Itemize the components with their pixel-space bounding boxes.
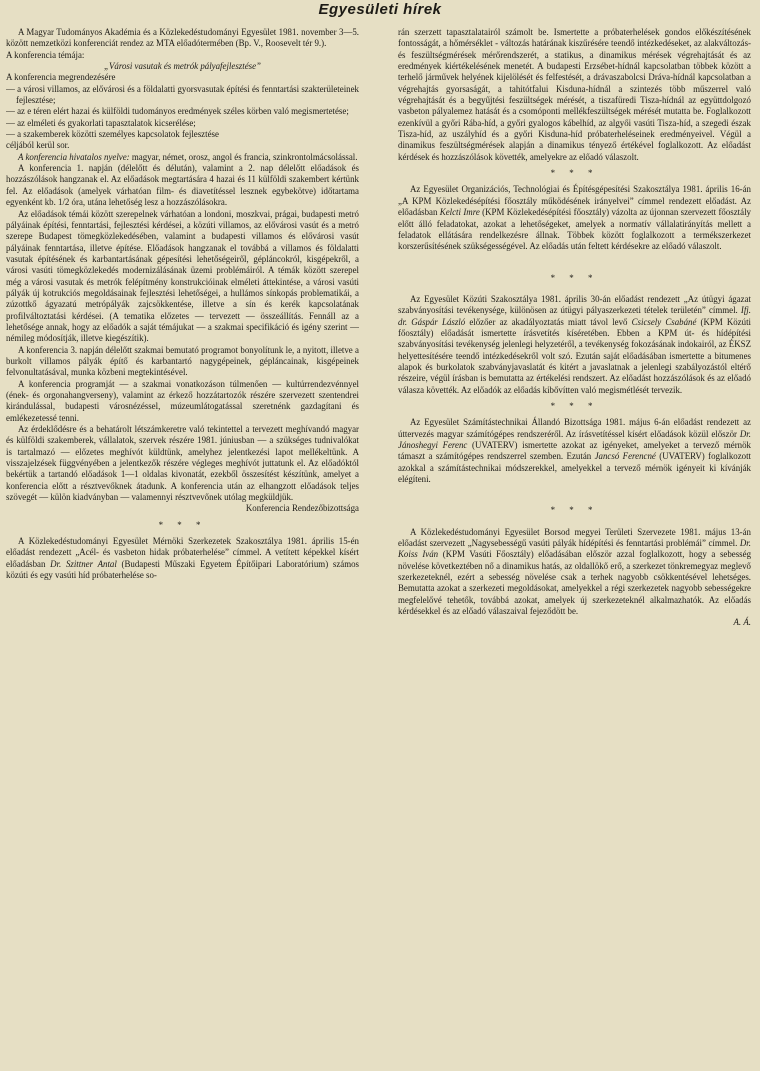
goal-item: — a szakemberek közötti személyes kapcsolatok fejlesztése — [6, 129, 219, 140]
kpm-lecture — [398, 184, 751, 252]
conference-goals-title: A konferencia megrendezésére — [6, 72, 116, 83]
kpm-lecture-text-cont: (KPM Közlekedésépítési főosztály) vázolta az újonnan szervezett főosztály előtt álló feladatokat, azokat a lehetőségeket, amelyek a normatív vállalatirányítás mellett a feladatok ellátására rendelkezésre állnak. Többek között foglalkozott a termékszerkezet korszerűsítésének szükségességével. Az előadás után feltett kérdésekre az előadó válaszolt. — [398, 207, 751, 252]
road-lecture-text-end: (KPM Közúti főosztály) előadását ismertette írásvetítés kíséretében. Ebben a KPM út- és hídépítési szabványosítási tevékenység jelenlegi helyzetéről, a tevékenység fokozásának indokairól, az ÉKSZ helyettesítésére teendő intézkedésekről volt szó. Ezután saját előadásában ismertette a bitumenes alapok és burkolatok szabványjavaslatát és kitért a javaslatnak a jelenlegi szabályozástól eltérő részeire, végül írásban is bemutatta az értékelési rendszert. Az előadást hozzászólások és az előadó válasza követték. Az előadók az előadás kibővítten való megismétlését tervezik. — [398, 316, 751, 395]
borsod-lecture-text: A Közlekedéstudományi Egyesület Borsod megyei Területi Szervezete 1981. május 13-án előadást szervezett „Nagysebességű vasúti pályák hídépítési és fenntartási problémái” címmel. — [398, 526, 751, 549]
computing-lecture-text: Az Egyesület Számítástechnikai Állandó Bizottsága 1981. május 6-án előadást rendezett az úttervezés magyar számítógépes rendszeréről. Az írásvetítéssel kísért előadások közül először — [398, 417, 751, 439]
conference-program: A konferencia programját — a szakmai vonatkozáson túlmenően — kultúrrendezvénnyel (ének- és orgonahangverseny), valamint az érkező hozzátartozók részére szervezett szentendrei kirándulással, budapesti városnézéssel, múzeumlátogatással szeretnénk gazdagítani és emlékezetessé tenni. — [6, 378, 359, 423]
lecturer-name: Dr. Jánoshegyi Ferenc — [398, 428, 751, 450]
left-column — [6, 27, 359, 1067]
borsod-lecture — [398, 527, 751, 618]
language-label: A konferencia hivatalos nyelve: — [18, 151, 130, 162]
computing-lecture-text-cont: (UVATERV) ismertette azokat az igényeket, amelyeket a tervező mérnök támaszt a számítógépes rendszerrel szemben. Ezután — [398, 440, 751, 462]
lecturer-name: Dr. Szittner Antal — [50, 558, 117, 569]
conference-intro: A Magyar Tudományos Akadémia és a Közlekedéstudományi Egyesület 1981. november 3—5. között nemzetközi konferenciát rendez az MTA előadótermében (Bp. V., Roosevelt tér 9.). — [6, 27, 359, 49]
lecturer-name: Jancsó Ferencné — [594, 451, 656, 462]
bridge-lecture-text: A Közlekedéstudományi Egyesület Mérnöki Szerkezetek Szakosztálya 1981. április 15-én előadást rendezett „Acél- és vasbeton hidak próbaterhelése” címmel. A vetített képekkel kísért előadásban — [6, 536, 359, 569]
lecturer-name: Ifj. dr. Gáspár László — [398, 305, 751, 327]
conference-topic-label: A konferencia témája: — [6, 49, 85, 60]
goal-item: — az e téren elért hazai és külföldi tudományos eredmények széles körben való megismertetése; — [6, 106, 349, 117]
conference-day3: A konferencia 3. napján délelőtt szakmai bemutató programot bonyolítunk le, a nyitott, illetve a burkolt villamos pályák építő és karbantartó nagygépeinek, gépláncainak, kisgépeinek felvonultatásával, munka közbeni megtekintésével. — [6, 344, 359, 378]
conference-language — [6, 152, 359, 163]
conference-theme: „Városi vasutak és metrók pályafejlesztése” — [104, 61, 261, 72]
page-title: Egyesületi hírek — [318, 1, 442, 18]
conference-topics: Az előadások témái között szerepelnek várhatóan a londoni, moszkvai, prágai, budapesti metró pályáinak építési, fenntartási, fejlesztési kérdései, a közúti villamos, az elővárosi vasút és a metró szerepe Budapest tömegközlekedésében, valamint a budapesti villamos és elővárosi vasút pályáinak fenntartása, illetve építése. Előadások hangzanak el továbbá a villamos és földalatti vasutak építésének és karbantartásának gépesítési lehetőségeiről, gépláncokról, kisgépekről, a városi vasúti tömegközlekedés modernizálásának üzemi problémáiról. A témák között szerepel még a városi vasutak és metrók felépítmény konstrukcióinak elméleti áttekintése, a városi vasúti pályák új kotrukciós megoldásainak fejlesztési lehetőségei, a hullámos sínkopás problematikái, a zúzottkő ágyazatú metrópályák zajcsökkentése, illetve a sín és kerék kapcsolatának profilváltoztatási kérdései. (A tematika előzetes — tervezett — összeállítás. Fennáll az a lehetősége annak, hogy az előadók a saját témájukat — a szakmai specifikáció és igény szerint — némileg módosítják, illetve kiegészítik). — [6, 208, 359, 344]
bridge-lecture-intro — [6, 536, 359, 581]
kpm-lecture-text: Az Egyesület Organizációs, Technológiai és Építésgépesítési Szakosztálya 1981. április 16-án „A KPM Közlekedésépítési főosztály működésének irányelvei” címmel rendezett előadást. Az előadásban — [398, 184, 751, 218]
conference-invitations: Az érdeklődésre és a behatárolt létszámkeretre való tekintettel a tervezett meghívandó magyar és külföldi szakemberek, vállalatok, szervek részére 1981. júniusban — a szükséges tudnivalókat is tartalmazó — előzetes meghívót küldtünk, amelyhez jelentkezési lapot mellékeltünk. A visszajelzések függvényében a jelentkezők részére végleges meghívót juttatunk el. Az előadóktól bekértük a tartandó előadások 1—1 oldalas kivonatát, ezekből összesítést készítünk, amelyet a konferencia előtt a résztvevőknek átadunk. A konferencia után az elhangzott előadások teljes szövegét — külön kiadványban — valamennyi résztvevőnek utólag megküldjük. — [6, 424, 359, 503]
bridge-lecture-body: rán szerzett tapasztalatairól számolt be. Ismertette a próbaterhelések gondos előkészítésének fontosságát, a hőmérséklet - változás határának kiszűrésére teendő intézkedéseket, az alakváltozás- és feszültségmérések mérőrendszerét, a statikus, a dinamikus mérések végrehajtását és az eredmények kiértékelésének menetét. A budapesti Erzsébet-hídnál kapcsolatban többek között a terhelő járművek helyének kijelölését és felfestését, a drávaszabolcsi Dráva-hídnál kapcsolatban a végrehajtás gyorsaságát, a tahitótfalui Kisduna-hídnál a szintezés több műszerrel való végrehajtását és a begyűjtési feszültségek mérését, a tiszafüredi Tisza-hídnál az együttdolgozó vasbeton pályalemez hatását és a csomóponti mellékfeszültségek mérését mutatta be. Foglalkozott ezenkívül a győri Rába-híd, a győri gyalogos kábelhíd, az algyői vasúti Tisza-híd, a szegedi észak Tisza-híd, az uszályhíd és a győri Kisduna-híd próbaterheléseinek eredményeivel. Végül a dinamikus feszültségmérések alapján a dinamikus tényező értékével foglalkozott. Az előadást kérdések és hozzászólások követték, amelyekre az előadó válaszolt. — [398, 27, 751, 162]
bridge-lecture-text-cont: (Budapesti Műszaki Egyetem Építőipari Laboratórium) számos közúti és egy vasúti híd próbaterhelése so- — [6, 558, 359, 581]
road-lecture-text-cont: előzőer az akadályoztatás miatt távol levő — [465, 316, 632, 327]
goal-item: — az elméleti és gyakorlati tapasztalatok kicserélése; — [6, 117, 196, 128]
section-separator: * * * — [550, 168, 599, 179]
section-separator: * * * — [550, 505, 599, 516]
computing-lecture — [398, 417, 751, 485]
section-separator: * * * — [550, 272, 599, 283]
borsod-lecture-text-cont: (KPM Vasúti Főosztály) előadásában először azzal foglalkozott, hogy a sebesség növelése következtében nő a dinamikus hatás, az oldallökő erő, a szerkezet tönkremegyaz meglevő szerkezeteknél, ezért a sebesség növelése csak a terhek nagyobb csökkentésével lehetséges. Bemutatta azokat a szerkezeti megoldásokat, amelyekkel a régi szerkezetek nagyobb sebességekre megfelelővé tehetők, továbbá azokat, amelyek új szerkezeteknél alkalmazhatók. Az előadás kérdésekkel és az előadó válaszaival fejeződött be. — [398, 549, 751, 617]
goal-item: — a városi villamos, az elővárosi és a földalatti gyorsvasutak építési és fenntartási szakterületeinek fejlesztése; — [6, 83, 359, 106]
language-text: magyar, német, orosz, angol és francia, szinkrontolmácsolással. — [129, 151, 358, 162]
section-separator: * * * — [158, 519, 207, 530]
conference-goals-end: céljából kerül sor. — [6, 140, 70, 151]
section-separator: * * * — [550, 400, 599, 411]
page-header — [0, 0, 760, 22]
author-initials: A. Á. — [733, 617, 751, 628]
road-standards-lecture — [398, 294, 751, 396]
conference-day1: A konferencia 1. napján (délelőtt és délután), valamint a 2. nap délelőtt előadások és hozzászólások hangzanak el. Az előadások megtartására 4 hazai és 11 külföldi szakembert kértünk fel. Az előadások (amelyek várhatóan film- és diavetítéssel lesznek egybekötve) időtartama egyenként kb. 1/2 óra, utána lehetőség lesz a hozzászólásokra. — [6, 163, 359, 208]
conference-goals-list — [6, 84, 359, 141]
computing-lecture-text-end: (UVATERV) foglalkozott azokkal a számítástechnikai módszerekkel, amelyekkel a tervező mérnök igényeit ki kívánják elégíteni. — [398, 451, 751, 485]
lecturer-name: Dr. Koiss Iván — [398, 538, 751, 560]
conference-signature: Konferencia Rendezőbizottsága — [245, 503, 359, 514]
right-column — [398, 27, 751, 1067]
lecturer-name: Kelcti Imre — [439, 207, 480, 218]
lecturer-name: Csicsely Csabáné — [631, 316, 697, 327]
road-lecture-text: Az Egyesület Közúti Szakosztálya 1981. április 30-án előadást rendezett „Az útügyi ágazat szabványosítási tevékenysége, különösen az útügyi pályaszerkezeti tételek területén” címmel. — [398, 293, 751, 316]
